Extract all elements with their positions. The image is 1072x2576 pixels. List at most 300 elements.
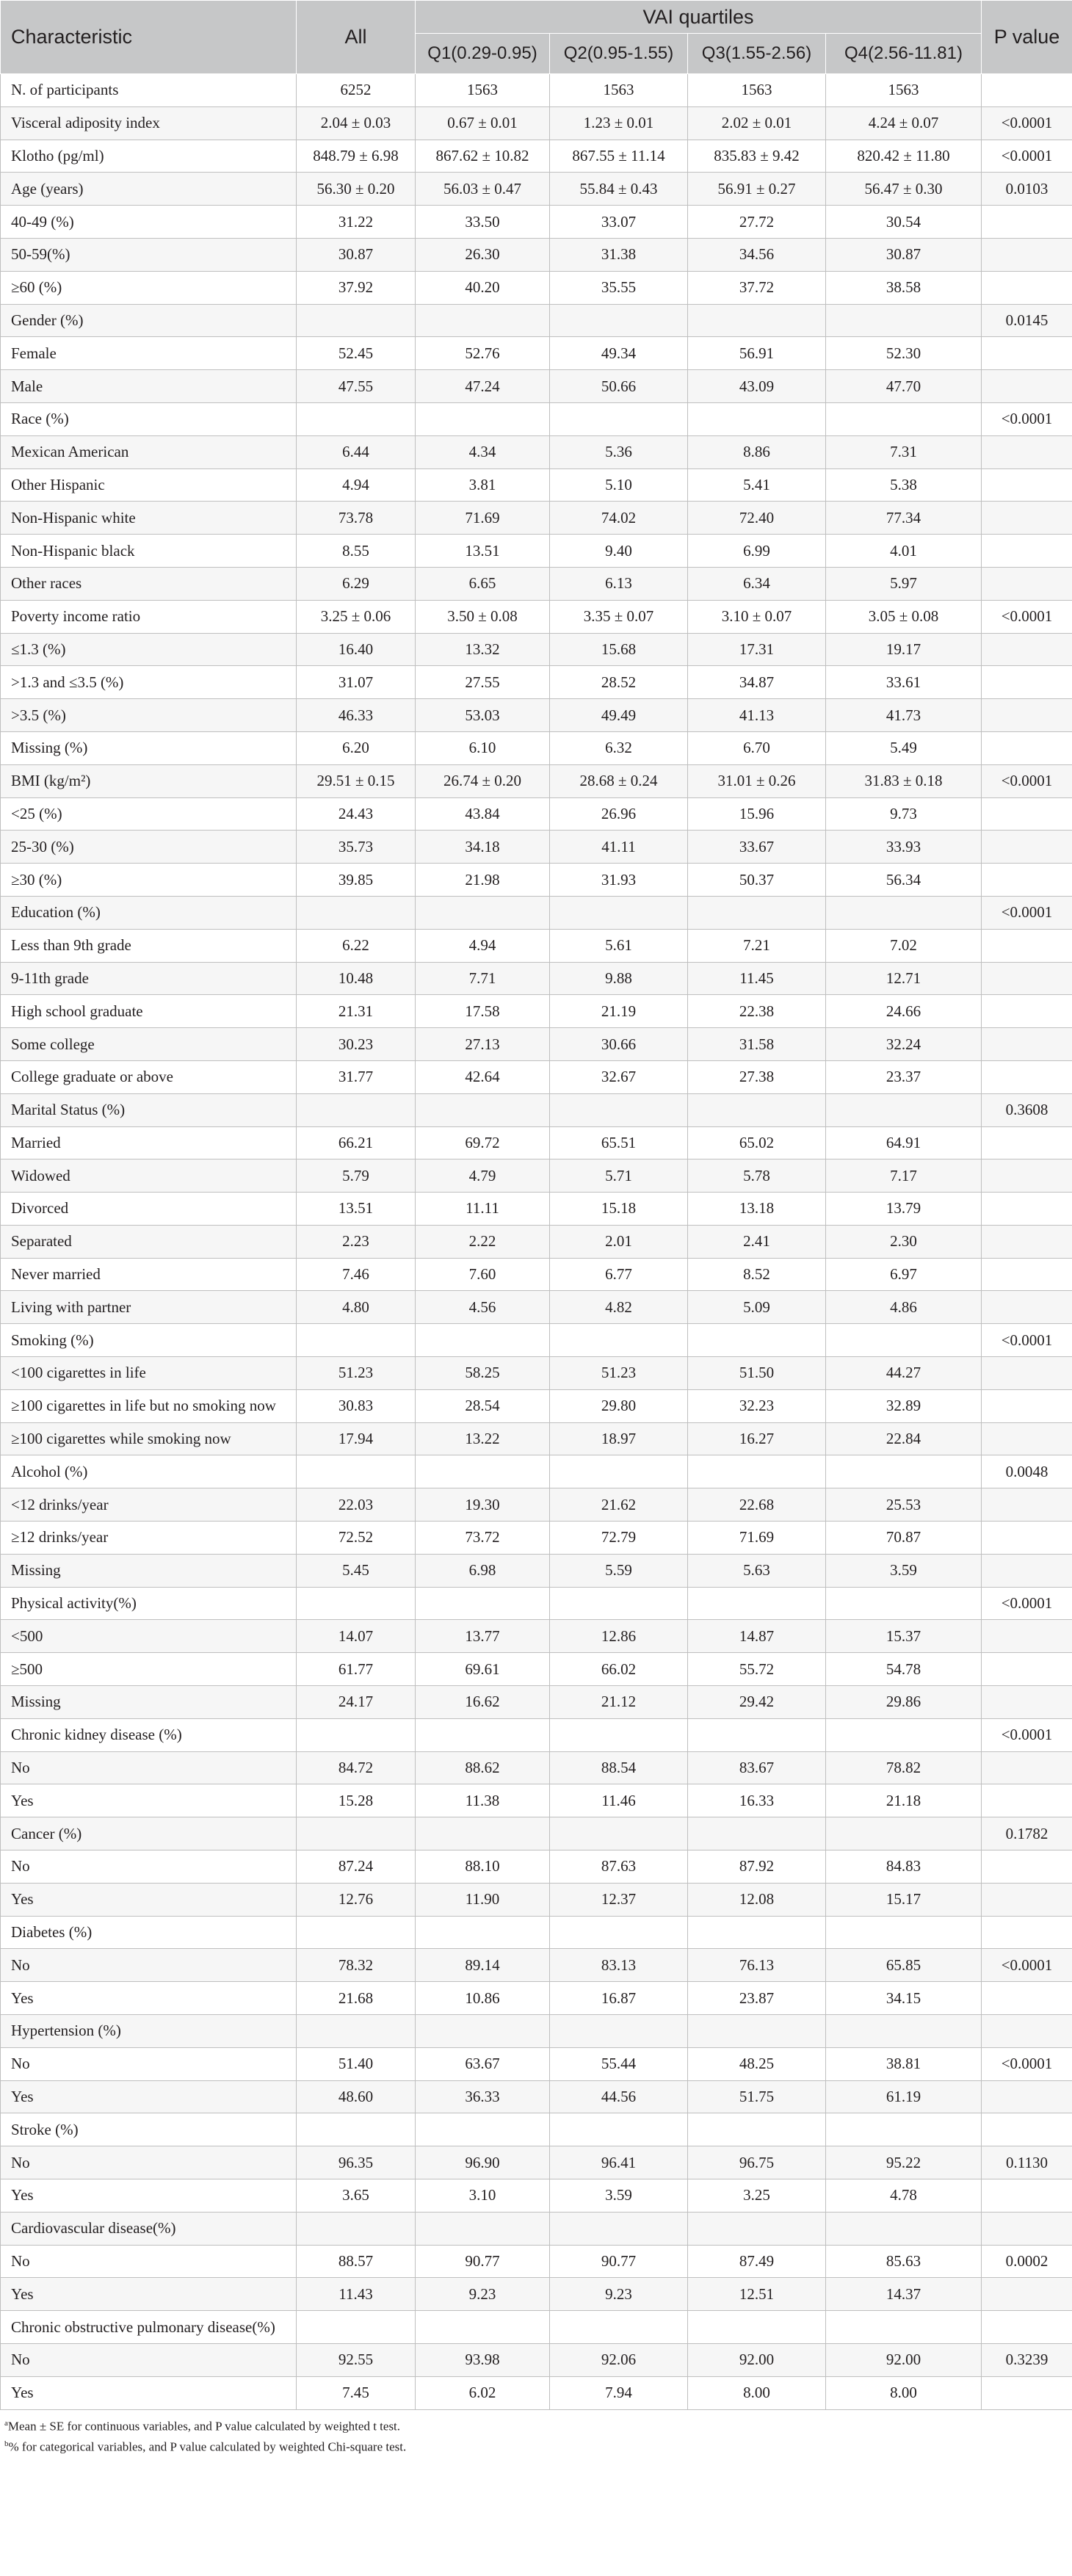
cell-q2: 83.13 — [550, 1949, 688, 1982]
cell-q2 — [550, 1718, 688, 1751]
cell-all: 21.68 — [297, 1982, 416, 2015]
cell-all: 31.07 — [297, 666, 416, 699]
table-row — [1, 1291, 1072, 1324]
cell-q1: 7.71 — [416, 962, 550, 995]
table-row — [1, 2146, 1072, 2179]
footnote-mark: b — [4, 2439, 9, 2449]
table-row — [1, 2343, 1072, 2376]
cell-p-value: <0.0001 — [982, 140, 1072, 173]
table-row — [1, 1949, 1072, 1982]
cell-q2: 88.54 — [550, 1751, 688, 1784]
cell-characteristic: Cancer (%) — [1, 1817, 297, 1850]
table-row — [1, 173, 1072, 206]
cell-q3: 2.02 ± 0.01 — [688, 106, 826, 140]
cell-q4: 8.00 — [826, 2376, 982, 2409]
cell-characteristic: 40-49 (%) — [1, 206, 297, 239]
cell-q2: 867.55 ± 11.14 — [550, 140, 688, 173]
cell-q1: 4.94 — [416, 929, 550, 962]
cell-q4: 3.05 ± 0.08 — [826, 600, 982, 633]
cell-characteristic: No — [1, 2047, 297, 2080]
cell-p-value: 0.0145 — [982, 304, 1072, 337]
cell-q3: 27.72 — [688, 206, 826, 239]
cell-p-value — [982, 370, 1072, 403]
cell-q3: 12.08 — [688, 1883, 826, 1916]
cell-q2: 5.71 — [550, 1159, 688, 1193]
cell-q1: 40.20 — [416, 271, 550, 304]
table-row — [1, 2113, 1072, 2146]
cell-q2: 12.37 — [550, 1883, 688, 1916]
cell-all — [297, 2015, 416, 2048]
table-row — [1, 1028, 1072, 1061]
cell-q4 — [826, 2311, 982, 2344]
cell-q4 — [826, 2212, 982, 2245]
cell-q1 — [416, 1093, 550, 1126]
cell-q2: 15.18 — [550, 1193, 688, 1226]
cell-q3: 76.13 — [688, 1949, 826, 1982]
cell-q3: 37.72 — [688, 271, 826, 304]
table-row — [1, 633, 1072, 666]
cell-p-value — [982, 699, 1072, 732]
cell-all: 46.33 — [297, 699, 416, 732]
cell-q2: 12.86 — [550, 1620, 688, 1653]
table-row — [1, 797, 1072, 831]
cell-characteristic: Separated — [1, 1225, 297, 1258]
cell-p-value — [982, 1883, 1072, 1916]
table-row — [1, 929, 1072, 962]
cell-all: 30.23 — [297, 1028, 416, 1061]
cell-q4 — [826, 304, 982, 337]
cell-q1: 71.69 — [416, 502, 550, 535]
cell-q2: 55.84 ± 0.43 — [550, 173, 688, 206]
footnote-text: Mean ± SE for continuous variables, and P value calculated by weighted t test. — [7, 2419, 401, 2434]
cell-q1: 17.58 — [416, 995, 550, 1028]
cell-q1: 52.76 — [416, 337, 550, 370]
cell-q4: 31.83 ± 0.18 — [826, 764, 982, 797]
cell-q4: 7.31 — [826, 435, 982, 468]
cell-q2: 21.12 — [550, 1686, 688, 1719]
cell-q2: 28.68 ± 0.24 — [550, 764, 688, 797]
cell-all: 56.30 ± 0.20 — [297, 173, 416, 206]
cell-q4 — [826, 402, 982, 435]
cell-p-value — [982, 1784, 1072, 1817]
cell-all: 24.43 — [297, 797, 416, 831]
cell-q4: 52.30 — [826, 337, 982, 370]
cell-q4: 70.87 — [826, 1522, 982, 1555]
cell-q1: 89.14 — [416, 1949, 550, 1982]
cell-q2: 9.88 — [550, 962, 688, 995]
cell-characteristic: Yes — [1, 1883, 297, 1916]
cell-all — [297, 1324, 416, 1357]
cell-p-value — [982, 1126, 1072, 1159]
cell-all: 4.94 — [297, 468, 416, 502]
cell-q1 — [416, 896, 550, 929]
cell-q3 — [688, 2212, 826, 2245]
cell-p-value: <0.0001 — [982, 764, 1072, 797]
cell-all — [297, 304, 416, 337]
cell-q1 — [416, 2015, 550, 2048]
cell-characteristic: Married — [1, 1126, 297, 1159]
cell-characteristic: 9-11th grade — [1, 962, 297, 995]
cell-q4: 4.24 ± 0.07 — [826, 106, 982, 140]
cell-characteristic: <100 cigarettes in life — [1, 1357, 297, 1390]
cell-characteristic: >3.5 (%) — [1, 699, 297, 732]
cell-all: 96.35 — [297, 2146, 416, 2179]
cell-q3: 13.18 — [688, 1193, 826, 1226]
cell-q3: 43.09 — [688, 370, 826, 403]
cell-p-value — [982, 1193, 1072, 1226]
table-row — [1, 600, 1072, 633]
cell-characteristic: Missing (%) — [1, 731, 297, 764]
cell-q4: 4.01 — [826, 535, 982, 568]
cell-characteristic: Other races — [1, 567, 297, 600]
cell-all: 39.85 — [297, 864, 416, 897]
cell-p-value: 0.1130 — [982, 2146, 1072, 2179]
cell-characteristic: ≥12 drinks/year — [1, 1522, 297, 1555]
cell-q4: 15.37 — [826, 1620, 982, 1653]
cell-q3: 15.96 — [688, 797, 826, 831]
cell-p-value — [982, 1291, 1072, 1324]
cell-characteristic: Yes — [1, 2278, 297, 2311]
cell-characteristic: No — [1, 1751, 297, 1784]
cell-q1: 0.67 ± 0.01 — [416, 106, 550, 140]
cell-q3: 16.27 — [688, 1422, 826, 1455]
cell-characteristic: Living with partner — [1, 1291, 297, 1324]
cell-p-value: 0.0002 — [982, 2245, 1072, 2278]
cell-q1: 1563 — [416, 74, 550, 107]
cell-all: 31.22 — [297, 206, 416, 239]
cell-q1: 27.55 — [416, 666, 550, 699]
cell-p-value: <0.0001 — [982, 1718, 1072, 1751]
table-row — [1, 1389, 1072, 1422]
cell-p-value — [982, 633, 1072, 666]
cell-q2: 11.46 — [550, 1784, 688, 1817]
table-row — [1, 2047, 1072, 2080]
table-row — [1, 764, 1072, 797]
table-row — [1, 468, 1072, 502]
cell-characteristic: <25 (%) — [1, 797, 297, 831]
footnote-mark: a — [4, 2418, 8, 2428]
table-row — [1, 1357, 1072, 1390]
cell-p-value: <0.0001 — [982, 106, 1072, 140]
cell-q3: 34.87 — [688, 666, 826, 699]
table-body — [1, 74, 1072, 2410]
cell-characteristic: Diabetes (%) — [1, 1916, 297, 1949]
cell-p-value — [982, 731, 1072, 764]
table-row — [1, 666, 1072, 699]
table-row — [1, 337, 1072, 370]
cell-q4: 3.59 — [826, 1554, 982, 1587]
cell-characteristic: No — [1, 1850, 297, 1884]
table-row — [1, 1784, 1072, 1817]
cell-q1: 21.98 — [416, 864, 550, 897]
cell-q1: 11.38 — [416, 1784, 550, 1817]
cell-q3: 31.58 — [688, 1028, 826, 1061]
cell-q3: 8.52 — [688, 1258, 826, 1291]
cell-q1 — [416, 2113, 550, 2146]
header-q2: Q2(0.95-1.55) — [550, 34, 688, 74]
cell-q4: 22.84 — [826, 1422, 982, 1455]
cell-all: 87.24 — [297, 1850, 416, 1884]
cell-q1: 3.50 ± 0.08 — [416, 600, 550, 633]
cell-q1: 28.54 — [416, 1389, 550, 1422]
cell-q4: 33.93 — [826, 831, 982, 864]
cell-q3: 1563 — [688, 74, 826, 107]
cell-q4 — [826, 1916, 982, 1949]
table-row — [1, 567, 1072, 600]
cell-q4: 38.58 — [826, 271, 982, 304]
cell-characteristic: Visceral adiposity index — [1, 106, 297, 140]
cell-all — [297, 1093, 416, 1126]
cell-all: 15.28 — [297, 1784, 416, 1817]
cell-q4 — [826, 1093, 982, 1126]
cell-q3 — [688, 2113, 826, 2146]
cell-q4: 5.38 — [826, 468, 982, 502]
cell-p-value — [982, 535, 1072, 568]
cell-q2: 6.13 — [550, 567, 688, 600]
cell-characteristic: Stroke (%) — [1, 2113, 297, 2146]
table-row — [1, 1422, 1072, 1455]
cell-q1: 7.60 — [416, 1258, 550, 1291]
cell-q2 — [550, 2015, 688, 2048]
cell-all: 24.17 — [297, 1686, 416, 1719]
header-p-value: P value — [982, 1, 1072, 74]
cell-characteristic: Missing — [1, 1554, 297, 1587]
cell-q3 — [688, 1718, 826, 1751]
cell-q3 — [688, 1093, 826, 1126]
cell-q1: 867.62 ± 10.82 — [416, 140, 550, 173]
cell-characteristic: BMI (kg/m²) — [1, 764, 297, 797]
cell-all: 2.23 — [297, 1225, 416, 1258]
cell-p-value — [982, 1522, 1072, 1555]
cell-q4 — [826, 2015, 982, 2048]
cell-p-value — [982, 502, 1072, 535]
cell-q4: 64.91 — [826, 1126, 982, 1159]
cell-q2: 44.56 — [550, 2080, 688, 2113]
cell-characteristic: Yes — [1, 2179, 297, 2213]
cell-q1: 42.64 — [416, 1060, 550, 1093]
cell-q4: 29.86 — [826, 1686, 982, 1719]
cell-q3 — [688, 1324, 826, 1357]
cell-q4: 95.22 — [826, 2146, 982, 2179]
cell-q1: 69.72 — [416, 1126, 550, 1159]
cell-p-value: <0.0001 — [982, 1949, 1072, 1982]
table-row — [1, 1718, 1072, 1751]
cell-all: 6.20 — [297, 731, 416, 764]
cell-q4: 12.71 — [826, 962, 982, 995]
cell-q1 — [416, 1324, 550, 1357]
cell-characteristic: No — [1, 1949, 297, 1982]
cell-characteristic: >1.3 and ≤3.5 (%) — [1, 666, 297, 699]
cell-q2 — [550, 1587, 688, 1620]
cell-q3 — [688, 2311, 826, 2344]
cell-p-value: <0.0001 — [982, 600, 1072, 633]
cell-q1: 4.56 — [416, 1291, 550, 1324]
cell-characteristic: Klotho (pg/ml) — [1, 140, 297, 173]
cell-q4: 30.87 — [826, 238, 982, 271]
cell-q2: 18.97 — [550, 1422, 688, 1455]
cell-all: 51.40 — [297, 2047, 416, 2080]
cell-characteristic: Never married — [1, 1258, 297, 1291]
cell-q1: 90.77 — [416, 2245, 550, 2278]
table-row — [1, 402, 1072, 435]
cell-all: 47.55 — [297, 370, 416, 403]
table-header — [1, 1, 1072, 74]
cell-p-value — [982, 1389, 1072, 1422]
cell-q4: 7.02 — [826, 929, 982, 962]
cell-q2 — [550, 1817, 688, 1850]
cell-all — [297, 896, 416, 929]
cell-q1 — [416, 1718, 550, 1751]
table-row — [1, 1093, 1072, 1126]
cell-q2: 35.55 — [550, 271, 688, 304]
cell-p-value — [982, 1686, 1072, 1719]
table-row — [1, 731, 1072, 764]
cell-q2: 65.51 — [550, 1126, 688, 1159]
table-row — [1, 304, 1072, 337]
cell-p-value — [982, 1850, 1072, 1884]
table-row — [1, 238, 1072, 271]
cell-characteristic: Other Hispanic — [1, 468, 297, 502]
cell-q4: 5.49 — [826, 731, 982, 764]
cell-q4: 32.89 — [826, 1389, 982, 1422]
table-row — [1, 2212, 1072, 2245]
cell-all: 7.46 — [297, 1258, 416, 1291]
cell-q1 — [416, 1916, 550, 1949]
cell-q1: 6.02 — [416, 2376, 550, 2409]
cell-p-value: <0.0001 — [982, 896, 1072, 929]
cell-characteristic: Mexican American — [1, 435, 297, 468]
cell-q3: 14.87 — [688, 1620, 826, 1653]
cell-all — [297, 2212, 416, 2245]
cell-characteristic: Alcohol (%) — [1, 1455, 297, 1488]
table-row — [1, 1126, 1072, 1159]
cell-all: 10.48 — [297, 962, 416, 995]
cell-characteristic: Less than 9th grade — [1, 929, 297, 962]
cell-p-value: 0.1782 — [982, 1817, 1072, 1850]
cell-all: 73.78 — [297, 502, 416, 535]
cell-p-value: <0.0001 — [982, 1587, 1072, 1620]
cell-q4: 25.53 — [826, 1488, 982, 1522]
cell-q3: 6.34 — [688, 567, 826, 600]
cell-p-value — [982, 929, 1072, 962]
cell-q4: 65.85 — [826, 1949, 982, 1982]
cell-q2 — [550, 1324, 688, 1357]
cell-characteristic: 25-30 (%) — [1, 831, 297, 864]
table-row — [1, 1193, 1072, 1226]
cell-q1: 36.33 — [416, 2080, 550, 2113]
cell-q1: 47.24 — [416, 370, 550, 403]
cell-p-value — [982, 2212, 1072, 2245]
cell-characteristic: <500 — [1, 1620, 297, 1653]
table-row — [1, 1587, 1072, 1620]
cell-all — [297, 402, 416, 435]
cell-all — [297, 2311, 416, 2344]
footnote-b — [4, 2435, 1066, 2456]
table-row — [1, 1850, 1072, 1884]
cell-q2: 30.66 — [550, 1028, 688, 1061]
cell-characteristic: Smoking (%) — [1, 1324, 297, 1357]
cell-q4: 85.63 — [826, 2245, 982, 2278]
cell-characteristic: N. of participants — [1, 74, 297, 107]
cell-p-value — [982, 1422, 1072, 1455]
cell-q1 — [416, 2311, 550, 2344]
footnote-a — [4, 2414, 1066, 2436]
cell-q1 — [416, 1455, 550, 1488]
table-row — [1, 502, 1072, 535]
cell-p-value — [982, 2376, 1072, 2409]
cell-q4 — [826, 2113, 982, 2146]
cell-q3: 31.01 ± 0.26 — [688, 764, 826, 797]
cell-p-value — [982, 2113, 1072, 2146]
cell-q2: 50.66 — [550, 370, 688, 403]
cell-all: 78.32 — [297, 1949, 416, 1982]
cell-q3 — [688, 304, 826, 337]
cell-q1: 13.32 — [416, 633, 550, 666]
cell-q4: 78.82 — [826, 1751, 982, 1784]
cell-characteristic: No — [1, 2146, 297, 2179]
cell-characteristic: ≤1.3 (%) — [1, 633, 297, 666]
cell-p-value: 0.3608 — [982, 1093, 1072, 1126]
cell-p-value: 0.0048 — [982, 1455, 1072, 1488]
table-row — [1, 2179, 1072, 2213]
cell-all: 61.77 — [297, 1653, 416, 1686]
cell-q3: 2.41 — [688, 1225, 826, 1258]
cell-p-value — [982, 1916, 1072, 1949]
cell-q3: 22.68 — [688, 1488, 826, 1522]
table-row — [1, 995, 1072, 1028]
cell-q2: 31.38 — [550, 238, 688, 271]
cell-q3 — [688, 1817, 826, 1850]
cell-p-value — [982, 468, 1072, 502]
cell-all: 3.65 — [297, 2179, 416, 2213]
cell-q4: 9.73 — [826, 797, 982, 831]
cell-q1: 27.13 — [416, 1028, 550, 1061]
cell-characteristic: Age (years) — [1, 173, 297, 206]
cell-p-value — [982, 271, 1072, 304]
cell-q4: 7.17 — [826, 1159, 982, 1193]
cell-p-value — [982, 2080, 1072, 2113]
cell-q3: 71.69 — [688, 1522, 826, 1555]
cell-all: 5.79 — [297, 1159, 416, 1193]
cell-all: 21.31 — [297, 995, 416, 1028]
cell-q2: 2.01 — [550, 1225, 688, 1258]
table-row — [1, 1620, 1072, 1653]
cell-q3: 6.70 — [688, 731, 826, 764]
cell-q2: 96.41 — [550, 2146, 688, 2179]
cell-q4: 56.34 — [826, 864, 982, 897]
header-vai-quartiles: VAI quartiles — [416, 1, 982, 34]
cell-p-value — [982, 666, 1072, 699]
cell-q3: 96.75 — [688, 2146, 826, 2179]
cell-q1 — [416, 2212, 550, 2245]
cell-q1: 11.11 — [416, 1193, 550, 1226]
cell-q1: 56.03 ± 0.47 — [416, 173, 550, 206]
cell-q3: 5.41 — [688, 468, 826, 502]
cell-p-value — [982, 1225, 1072, 1258]
cell-p-value — [982, 1060, 1072, 1093]
table-row — [1, 896, 1072, 929]
cell-q4 — [826, 1817, 982, 1850]
cell-characteristic: Hypertension (%) — [1, 2015, 297, 2048]
table-row — [1, 370, 1072, 403]
cell-all: 31.77 — [297, 1060, 416, 1093]
table-row — [1, 1751, 1072, 1784]
cell-characteristic: ≥500 — [1, 1653, 297, 1686]
cell-characteristic: Physical activity(%) — [1, 1587, 297, 1620]
cell-q1 — [416, 304, 550, 337]
cell-p-value — [982, 995, 1072, 1028]
cell-q2 — [550, 2311, 688, 2344]
